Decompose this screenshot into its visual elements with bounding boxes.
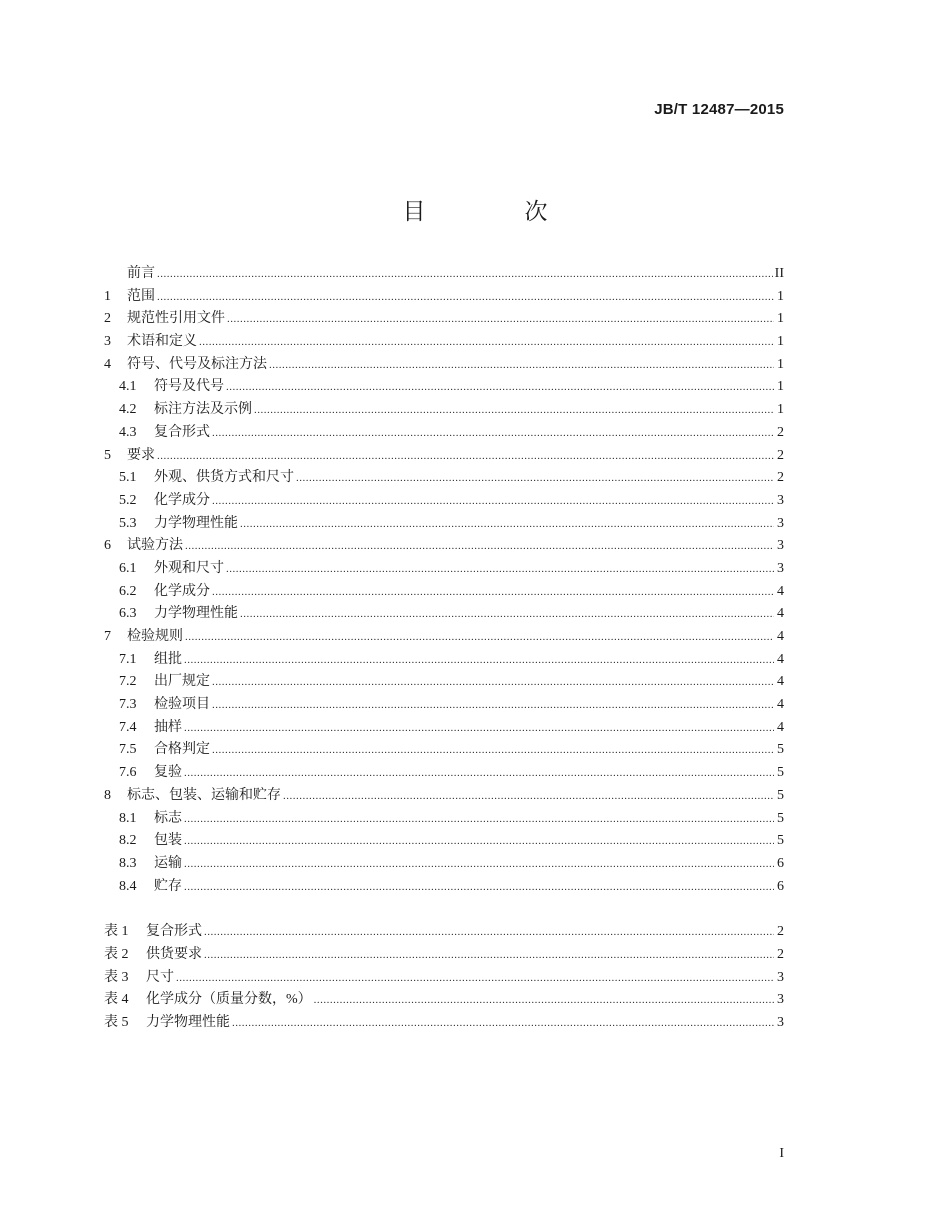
toc-entry[interactable] xyxy=(104,422,784,445)
dot-leader xyxy=(232,1012,774,1035)
toc-entry-page: 5 xyxy=(777,742,784,758)
toc-entry[interactable] xyxy=(104,808,784,831)
dot-leader xyxy=(254,399,774,422)
toc-entry-number: 5.2 xyxy=(119,492,137,508)
dot-leader xyxy=(185,535,774,558)
toc-entry-number: 7.1 xyxy=(119,651,137,667)
toc-entry-number: 8.2 xyxy=(119,833,137,849)
toc-entry[interactable] xyxy=(104,739,784,762)
toc-entry-number: 7.5 xyxy=(119,742,137,758)
toc-entry-label: 规范性引用文件 xyxy=(127,311,225,327)
toc-entry-label: 检验规则 xyxy=(127,629,183,644)
toc-entry-label: 出厂规定 xyxy=(154,674,210,690)
toc-entry[interactable] xyxy=(104,944,784,967)
toc-entry-number: 7 xyxy=(104,629,111,644)
toc-entry-page: 4 xyxy=(777,697,784,713)
dot-leader xyxy=(184,762,774,785)
dot-leader xyxy=(212,581,774,604)
toc-entry-label: 试验方法 xyxy=(127,538,183,554)
toc-entry[interactable] xyxy=(104,1012,784,1035)
toc-entry-label: 运输 xyxy=(154,855,182,871)
toc-entry[interactable] xyxy=(104,535,784,558)
toc-entry-label: 外观和尺寸 xyxy=(154,560,224,576)
toc-entry-label: 符号、代号及标注方法 xyxy=(127,356,267,372)
toc-entry-label: 标志 xyxy=(154,810,182,826)
toc-tables xyxy=(104,921,784,1034)
toc-entry[interactable] xyxy=(104,558,784,581)
toc-entry[interactable] xyxy=(104,830,784,853)
dot-leader xyxy=(184,853,774,876)
toc-entry-page: 2 xyxy=(777,924,784,940)
toc-entry[interactable] xyxy=(104,785,784,808)
dot-leader xyxy=(212,671,774,694)
toc-entry-number: 2 xyxy=(104,311,111,327)
toc-entry-label: 符号及代号 xyxy=(154,379,224,395)
toc-entry[interactable] xyxy=(104,286,784,309)
toc-entry-label: 要求 xyxy=(127,447,155,463)
dot-leader xyxy=(296,467,774,490)
toc-entry[interactable] xyxy=(104,649,784,672)
dot-leader xyxy=(212,694,774,717)
toc-entry-page: 6 xyxy=(777,855,784,871)
toc-entry-number: 8.1 xyxy=(119,810,137,826)
toc-entry-page: 1 xyxy=(777,334,784,350)
toc-entry[interactable] xyxy=(104,626,784,649)
toc-entry[interactable] xyxy=(104,694,784,717)
toc-entry-number: 4.3 xyxy=(119,424,137,440)
dot-leader xyxy=(269,354,774,377)
toc-entry[interactable] xyxy=(104,671,784,694)
toc-entry[interactable] xyxy=(104,331,784,354)
toc-entry-number: 8.3 xyxy=(119,855,137,871)
dot-leader xyxy=(184,649,774,672)
toc-entry-label: 前言 xyxy=(127,266,155,281)
toc-entry-label: 力学物理性能 xyxy=(154,606,238,622)
toc-entry[interactable] xyxy=(104,762,784,785)
toc-entry[interactable] xyxy=(104,989,784,1012)
toc-entry-page: 3 xyxy=(777,560,784,576)
toc-entry-page: 2 xyxy=(777,447,784,463)
toc-entry-page: 2 xyxy=(777,946,784,962)
toc-entry-label: 化学成分 xyxy=(154,583,210,599)
dot-leader xyxy=(157,445,774,468)
toc-entry-number: 表 2 xyxy=(104,946,129,962)
toc-entry[interactable] xyxy=(104,399,784,422)
dot-leader xyxy=(212,490,774,513)
toc-entry-number: 8 xyxy=(104,787,111,803)
toc-entry-label: 力学物理性能 xyxy=(154,515,238,531)
toc-entry-page: 5 xyxy=(777,787,784,803)
toc-entry-page: 3 xyxy=(777,992,784,1008)
toc-entry[interactable] xyxy=(104,853,784,876)
toc-entry[interactable] xyxy=(104,467,784,490)
toc-entry-label: 化学成分（质量分数，%） xyxy=(146,992,312,1008)
toc-entry-label: 检验项目 xyxy=(154,697,210,713)
toc-entry-number: 3 xyxy=(104,334,111,350)
section-gap xyxy=(104,898,784,921)
toc-entry-page: 3 xyxy=(777,492,784,508)
toc-entry-label: 力学物理性能 xyxy=(146,1015,230,1030)
dot-leader xyxy=(184,717,774,740)
toc-entry-number: 表 5 xyxy=(104,1015,129,1030)
toc-entry-number: 表 4 xyxy=(104,992,129,1008)
toc-entry-page: 3 xyxy=(777,515,784,531)
toc-entry-number: 7.3 xyxy=(119,697,137,713)
toc-entry[interactable] xyxy=(104,513,784,536)
toc-entry-page: 4 xyxy=(777,583,784,599)
dot-leader xyxy=(157,263,773,286)
toc-entry-label: 复验 xyxy=(154,765,182,781)
toc-entry-page: II xyxy=(774,266,784,281)
toc-entry-page: 3 xyxy=(777,1015,784,1030)
toc-entry[interactable] xyxy=(104,581,784,604)
toc-entry[interactable] xyxy=(104,876,784,899)
toc-entry-label: 标注方法及示例 xyxy=(154,402,252,418)
toc-entry-label: 贮存 xyxy=(154,878,182,894)
dot-leader xyxy=(227,308,774,331)
toc-entry-label: 合格判定 xyxy=(154,742,210,758)
toc-entry-page: 1 xyxy=(777,402,784,418)
toc-entry-page: 6 xyxy=(777,878,784,894)
toc-entry-number: 8.4 xyxy=(119,878,137,894)
toc-entry-label: 术语和定义 xyxy=(127,334,197,350)
toc-entry-page: 4 xyxy=(777,606,784,622)
toc-entry[interactable] xyxy=(104,263,784,286)
toc-entry-number: 5.3 xyxy=(119,515,137,531)
toc-entry-label: 范围 xyxy=(127,288,155,304)
toc-entry-number: 表 1 xyxy=(104,924,129,940)
toc-entry-number: 表 3 xyxy=(104,969,129,985)
dot-leader xyxy=(184,876,774,899)
toc-entry-page: 5 xyxy=(777,765,784,781)
toc-entry[interactable] xyxy=(104,376,784,399)
toc-entry-number: 7.6 xyxy=(119,765,137,781)
toc-entry-number: 4 xyxy=(104,356,111,372)
toc-entry[interactable] xyxy=(104,490,784,513)
toc-entry-label: 供货要求 xyxy=(146,946,202,962)
toc-entry-label: 组批 xyxy=(154,651,182,667)
toc-entry[interactable] xyxy=(104,603,784,626)
toc-entry-number: 1 xyxy=(104,288,111,304)
dot-leader xyxy=(185,626,774,649)
toc-entry-page: 4 xyxy=(777,651,784,667)
toc-entry-label: 标志、包装、运输和贮存 xyxy=(127,787,281,803)
toc-entry-label: 复合形式 xyxy=(146,924,202,940)
toc-entry-page: 5 xyxy=(777,833,784,849)
page-number: I xyxy=(779,1146,784,1161)
toc-entry-page: 4 xyxy=(777,719,784,735)
toc-entry-page: 4 xyxy=(777,674,784,690)
toc-entry[interactable] xyxy=(104,354,784,377)
toc-entry-page: 2 xyxy=(777,470,784,486)
dot-leader xyxy=(199,331,774,354)
dot-leader xyxy=(226,376,774,399)
toc-entry-number: 7.4 xyxy=(119,719,137,735)
toc-entry-page: 3 xyxy=(777,538,784,554)
toc-entry-page: 4 xyxy=(777,629,784,644)
toc-entry-number: 4.2 xyxy=(119,402,137,418)
dot-leader xyxy=(240,513,774,536)
dot-leader xyxy=(184,808,774,831)
dot-leader xyxy=(204,921,774,944)
toc-entry-label: 尺寸 xyxy=(146,969,174,985)
toc-entry-label: 包装 xyxy=(154,833,182,849)
standard-code: JB/T 12487—2015 xyxy=(654,101,784,118)
toc-entry-number: 7.2 xyxy=(119,674,137,690)
toc-title: 目 次 xyxy=(402,199,586,225)
toc-entry[interactable] xyxy=(104,445,784,468)
table-of-contents xyxy=(104,263,784,1035)
toc-entry-number: 5 xyxy=(104,447,111,463)
toc-entry-label: 外观、供货方式和尺寸 xyxy=(154,470,294,486)
toc-entry[interactable] xyxy=(104,717,784,740)
toc-entry-number: 6.2 xyxy=(119,583,137,599)
dot-leader xyxy=(204,944,774,967)
toc-entry-number: 5.1 xyxy=(119,470,137,486)
toc-entry-page: 2 xyxy=(777,424,784,440)
toc-entry-page: 1 xyxy=(777,356,784,372)
dot-leader xyxy=(226,558,774,581)
toc-entry-page: 1 xyxy=(777,311,784,327)
toc-entries xyxy=(104,263,784,898)
toc-entry[interactable] xyxy=(104,308,784,331)
toc-entry-page: 1 xyxy=(777,379,784,395)
toc-entry-page: 1 xyxy=(777,288,784,304)
dot-leader xyxy=(212,739,774,762)
dot-leader xyxy=(240,603,774,626)
dot-leader xyxy=(212,422,774,445)
toc-entry-number: 6.1 xyxy=(119,560,137,576)
toc-entry-label: 抽样 xyxy=(154,719,182,735)
toc-entry[interactable] xyxy=(104,967,784,990)
toc-entry-page: 5 xyxy=(777,810,784,826)
dot-leader xyxy=(184,830,774,853)
dot-leader xyxy=(157,286,774,309)
toc-entry-number: 4.1 xyxy=(119,379,137,395)
dot-leader xyxy=(176,967,774,990)
toc-entry-label: 复合形式 xyxy=(154,424,210,440)
toc-entry[interactable] xyxy=(104,921,784,944)
toc-entry-page: 3 xyxy=(777,969,784,985)
dot-leader xyxy=(283,785,774,808)
toc-entry-label: 化学成分 xyxy=(154,492,210,508)
dot-leader xyxy=(314,989,774,1012)
toc-entry-number: 6 xyxy=(104,538,111,554)
toc-entry-number: 6.3 xyxy=(119,606,137,622)
